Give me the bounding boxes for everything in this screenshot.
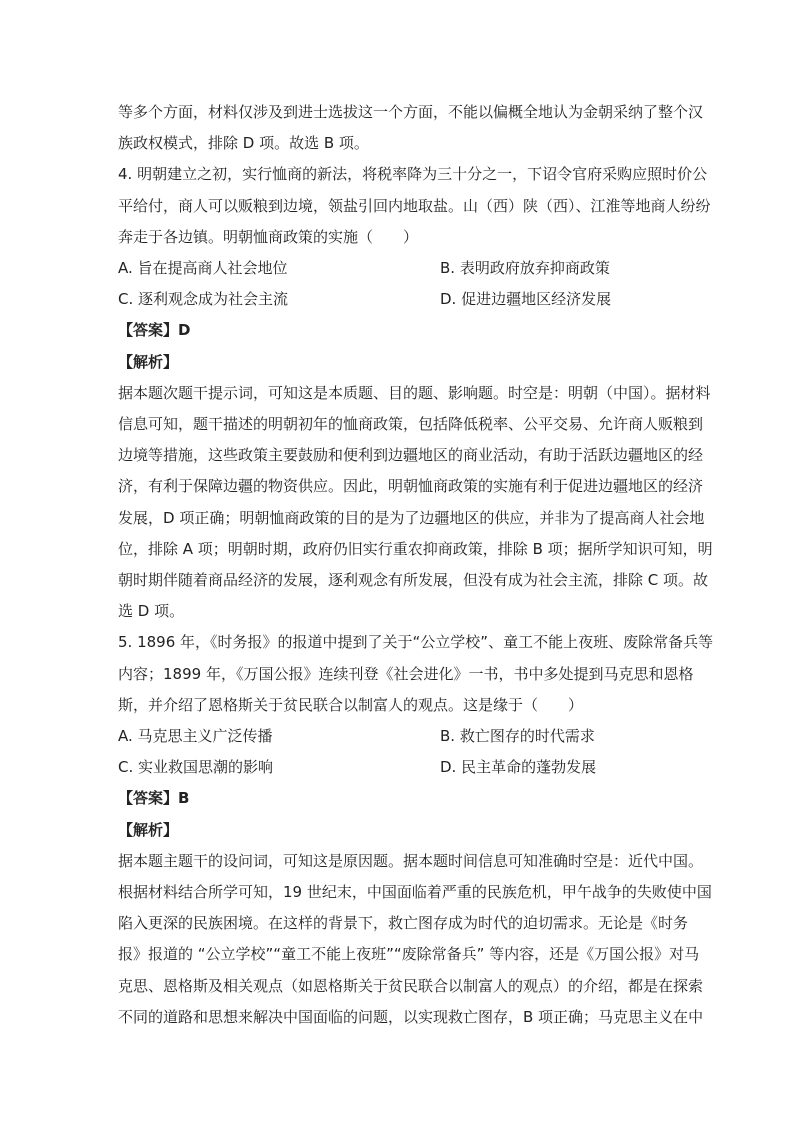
question-4-analysis-line: 边境等措施，这些政策主要鼓励和便利到边疆地区的商业活动，有助于活跃边疆地区的经	[118, 446, 704, 465]
page-content	[118, 97, 714, 1033]
text-line: 族政权模式，排除 D 项。故选 B 项。	[118, 134, 369, 153]
question-5-stem: 斯，并介绍了恩格斯关于贫民联合以制富人的观点。这是缘于（ ）	[118, 695, 584, 714]
question-5-stem: 内容；1899 年，《万国公报》连续刊登《社会进化》一书，书中多处提到马克思和恩格	[118, 664, 694, 683]
question-5-options-row-2	[118, 752, 678, 783]
question-4-stem: 4. 明朝建立之初，实行恤商的新法，将税率降为三十分之一，下诏令官府采购应照时价公	[118, 165, 708, 184]
question-4-option-d: D. 促进边疆地区经济发展	[440, 290, 612, 309]
text-line: 等多个方面，材料仅涉及到进士选拔这一个方面，不能以偏概全地认为金朝采纳了整个汉	[118, 103, 704, 121]
question-4-options-row-2	[118, 284, 678, 315]
question-4-stem: 平给付，商人可以贩粮到边境，领盐引回内地取盐。山（西）陕（西）、江淮等地商人纷纷	[118, 196, 711, 215]
question-5-stem: 5. 1896 年，《时务报》的报道中提到了关于“公立学校”、童工不能上夜班、废除常备兵等	[118, 633, 714, 652]
question-5-option-b: B. 救亡图存的时代需求	[440, 727, 595, 746]
question-5-option-c: C. 实业救国思潮的影响	[118, 758, 274, 777]
question-5-answer: 【答案】B	[118, 789, 190, 808]
question-4-analysis-line: 位，排除 A 项；明朝时期，政府仍旧实行重农抑商政策，排除 B 项；据所学知识可知，明	[118, 539, 713, 558]
question-4-options-row-1	[118, 253, 678, 284]
question-5-options-row-1	[118, 721, 678, 752]
question-4-analysis-line: 选 D 项。	[118, 602, 185, 621]
question-4-analysis-label: 【解析】	[118, 352, 179, 371]
question-4-option-c: C. 逐利观念成为社会主流	[118, 290, 289, 309]
question-5-analysis-label: 【解析】	[118, 820, 179, 839]
question-4-option-a: A. 旨在提高商人社会地位	[118, 259, 288, 278]
question-5-analysis-line: 据本题主题干的设问词，可知这是原因题。据本题时间信息可知准确时空是：近代中国。	[118, 851, 704, 870]
question-5-option-a: A. 马克思主义广泛传播	[118, 727, 273, 746]
question-5-option-d: D. 民主革命的蓬勃发展	[440, 758, 597, 777]
question-4-analysis-line: 济，有利于保障边疆的物资供应。因此，明朝恤商政策的实施有利于促进边疆地区的经济	[118, 477, 704, 496]
question-4-analysis-line: 信息可知，题干描述的明朝初年的恤商政策，包括降低税率、公平交易、允许商人贩粮到	[118, 415, 704, 433]
question-5-analysis-line: 克思、恩格斯及相关观点（如恩格斯关于贫民联合以制富人的观点）的介绍，都是在探索	[118, 976, 704, 995]
question-4-analysis-line: 发展，D 项正确；明朝恤商政策的目的是为了边疆地区的供应，并非为了提高商人社会地	[118, 508, 705, 527]
question-4-option-b: B. 表明政府放弃抑商政策	[440, 259, 610, 278]
question-5-analysis-line: 报》报道的 “公立学校”“童工不能上夜班”“废除常备兵” 等内容，还是《万国公报》对马	[118, 945, 700, 964]
question-4-answer: 【答案】D	[118, 321, 191, 340]
question-4-analysis-line: 朝时期伴随着商品经济的发展，逐利观念有所发展，但没有成为社会主流，排除 C 项。故	[118, 571, 709, 590]
question-4-stem: 奔走于各边镇。明朝恤商政策的实施（ ）	[118, 227, 419, 246]
question-5-analysis-line: 根据材料结合所学可知，19 世纪末，中国面临着严重的民族危机，甲午战争的失败使中国	[118, 883, 712, 902]
question-4-analysis-line: 据本题次题干提示词，可知这是本质题、目的题、影响题。时空是：明朝（中国）。据材料	[118, 383, 711, 402]
question-5-analysis-line: 陷入更深的民族困境。在这样的背景下，救亡图存成为时代的迫切需求。无论是《时务	[118, 914, 689, 933]
question-5-analysis-line: 不同的道路和思想来解决中国面临的问题，以实现救亡图存，B 项正确；马克思主义在中	[118, 1007, 704, 1026]
